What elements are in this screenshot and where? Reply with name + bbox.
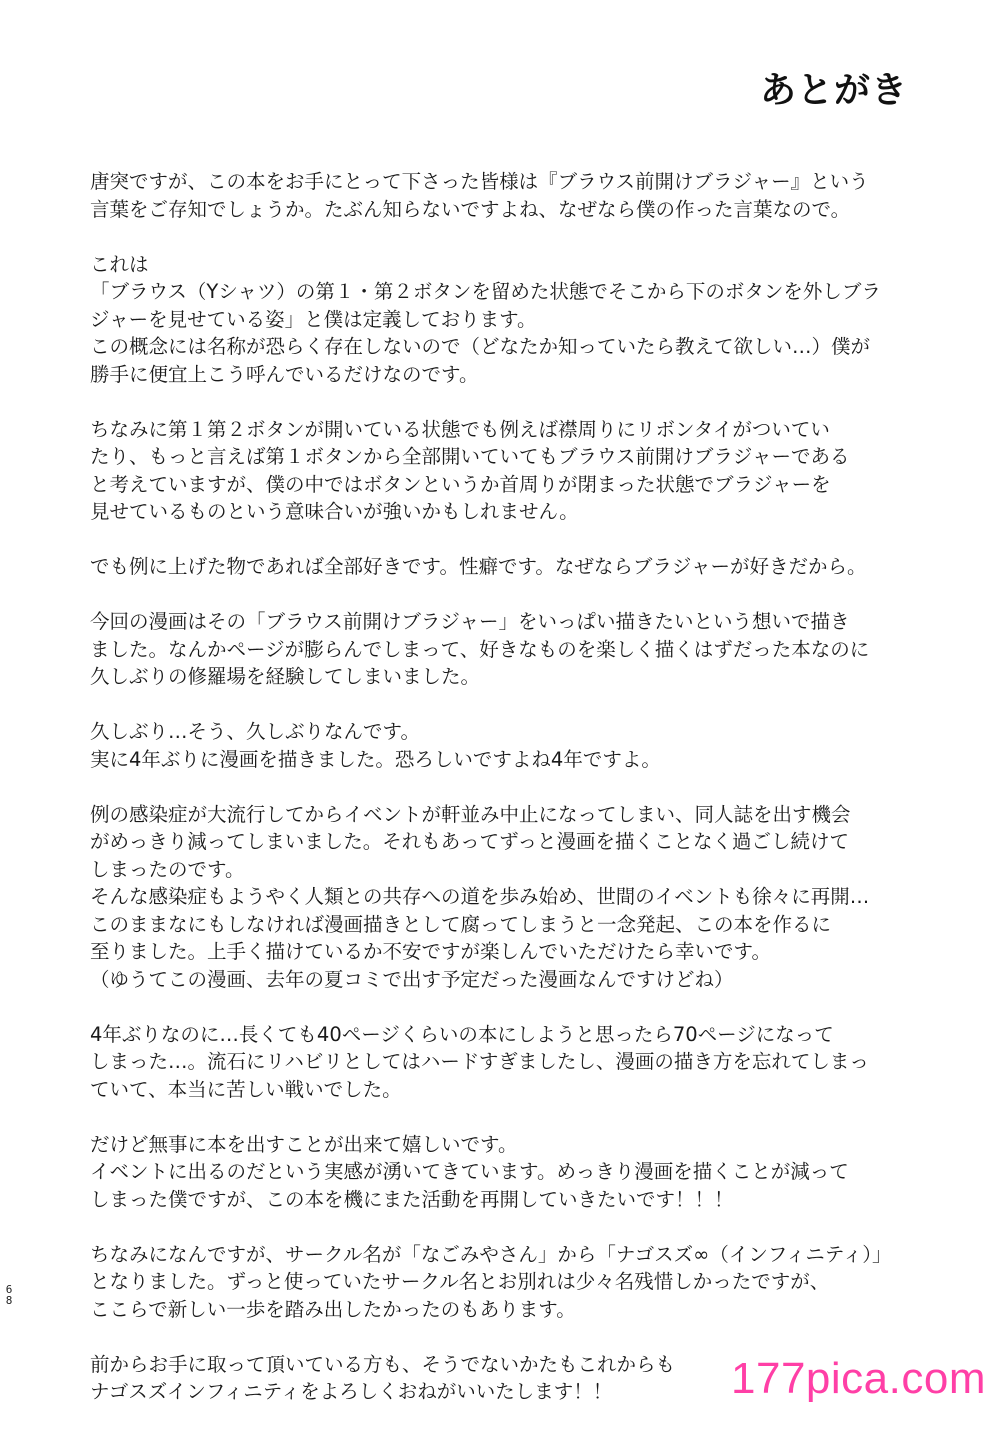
text-line: しまった僕ですが、この本を機にまた活動を再開していきたいです！！！ [90, 1187, 734, 1211]
text-line: と考えていますが、僕の中ではボタンというか首周りが閉まった状態でブラジャーを [90, 472, 831, 496]
text-line: ちなみに第１第２ボタンが開いている状態でも例えば襟周りにリボンタイがついてい [90, 417, 830, 441]
text-line: このままなにもしなければ漫画描きとして腐ってしまうと一念発起、この本を作るに [90, 912, 832, 936]
text-line: 今回の漫画はその「ブラウス前開けブラジャー」をいっぱい描きたいという想いで描き [90, 610, 850, 633]
text-line: 実に4年ぶりに漫画を描きました。恐ろしいですよね4年ですよ。 [90, 747, 661, 771]
paragraph [90, 1241, 950, 1324]
text-line: 「ブラウス（Yシャツ）の第１・第２ボタンを留めた状態でそこから下のボタンを外しブラ [90, 280, 881, 303]
paragraph [90, 1131, 950, 1214]
text-line: 前からお手に取って頂いている方も、そうでないかたもこれからも [90, 1352, 676, 1376]
page-number: 68 [5, 1283, 13, 1307]
text-line: ました。なんかページが膨らんでしまって、好きなものを楽しく描くはずだった本なのに [90, 637, 870, 661]
paragraph [90, 718, 950, 773]
text-line: ナゴスズインフィニティをよろしくおねがいいたします！！ [90, 1380, 613, 1403]
page-title: あとがき [759, 70, 908, 111]
paragraph [90, 251, 950, 389]
watermark: 177pica.com [731, 1354, 986, 1403]
text-line: この概念には名称が恐らく存在しないので（どなたか知っていたら教えて欲しい…）僕が [90, 335, 871, 358]
text-line: ここらで新しい一歩を踏み出したかったのもあります。 [90, 1297, 576, 1321]
text-line: だけど無事に本を出すことが出来て嬉しいです。 [90, 1132, 518, 1156]
text-line: 見せているものという意味合いが強いかもしれません。 [90, 500, 579, 523]
text-line: となりました。ずっと使っていたサークル名とお別れは少々名残惜しかったですが、 [90, 1270, 830, 1293]
text-line: 言葉をご存知でしょうか。たぶん知らないですよね、なぜなら僕の作った言葉なので。 [90, 197, 851, 221]
paragraph [90, 801, 950, 994]
afterword-body [90, 168, 950, 1433]
text-line: イベントに出るのだという実感が湧いてきています。めっきり漫画を描くことが減って [90, 1160, 849, 1183]
text-line: 久しぶりの修羅場を経験してしまいました。 [90, 665, 481, 688]
text-line: 唐突ですが、この本をお手にとって下さった皆様は『ブラウス前開けブラジャー』という [90, 170, 869, 193]
paragraph [90, 416, 950, 526]
text-line: しまったのです。 [90, 857, 245, 881]
text-line: ジャーを見せている姿」と僕は定義しております。 [90, 307, 537, 331]
text-line: でも例に上げた物であれば全部好きです。性癖です。なぜならブラジャーが好きだから。 [90, 555, 867, 578]
text-line: 至りました。上手く描けているか不安ですが楽しんでいただけたら幸いです。 [90, 940, 771, 963]
text-line: そんな感染症もようやく人類との共存への道を歩み始め、世間のイベントも徐々に再開… [90, 885, 870, 908]
text-line: これは [90, 252, 149, 276]
text-line: 4年ぶりなのに…長くても40ページくらいの本にしようと思ったら70ページになって [90, 1022, 834, 1046]
paragraph [90, 553, 950, 581]
paragraph [90, 608, 950, 691]
text-line: 久しぶり…そう、久しぶりなんです。 [90, 720, 420, 743]
text-line: （ゆうてこの漫画、去年の夏コミで出す予定だった漫画なんですけどね） [90, 967, 734, 991]
paragraph [90, 168, 950, 223]
paragraph [90, 1021, 950, 1104]
text-line: ちなみになんですが、サークル名が「なごみやさん」から「ナゴスズ∞（インフィニティ）」 [90, 1242, 892, 1266]
text-line: 勝手に便宜上こう呼んでいるだけなのです。 [90, 362, 479, 386]
text-line: がめっきり減ってしまいました。それもあってずっと漫画を描くことなく過ごし続けて [90, 830, 849, 853]
text-line: 例の感染症が大流行してからイベントが軒並み中止になってしまい、同人誌を出す機会 [90, 802, 851, 826]
text-line: たり、もっと言えば第１ボタンから全部開いていてもブラウス前開けブラジャーである [90, 445, 850, 468]
text-line: しまった…。流石にリハビリとしてはハードすぎましたし、漫画の描き方を忘れてしまっ [90, 1050, 869, 1073]
text-line: ていて、本当に苦しい戦いでした。 [90, 1077, 402, 1101]
